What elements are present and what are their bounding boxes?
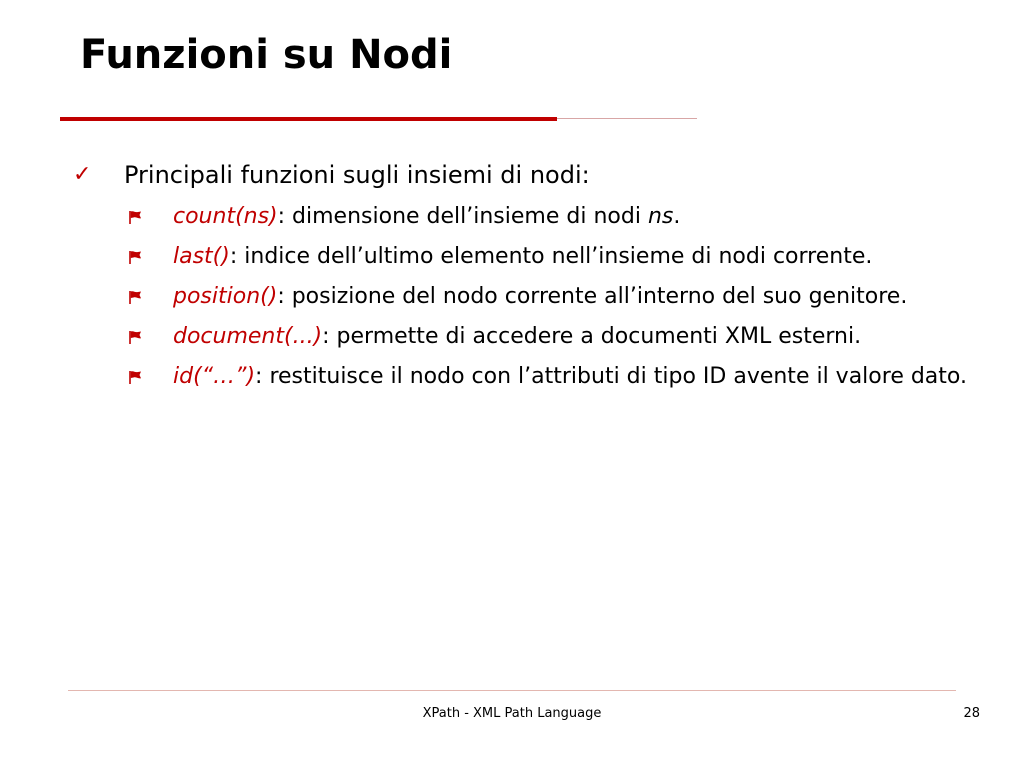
function-description: : posizione del nodo corrente all’interno del suo genitore.	[277, 284, 908, 309]
function-name: last()	[173, 244, 230, 269]
flag-icon	[127, 199, 143, 234]
function-name: document(...)	[173, 324, 323, 349]
function-name: count(ns)	[173, 204, 278, 229]
function-name: position()	[173, 284, 278, 309]
slide-title: Funzioni su Nodi	[80, 32, 453, 78]
function-description: : permette di accedere a documenti XML esterni.	[322, 324, 862, 349]
intro-text: Principali funzioni sugli insiemi di nodi:	[124, 161, 590, 189]
function-description: : restituisce il nodo con l’attributi di tipo ID avente il valore dato.	[255, 364, 967, 389]
footer-divider	[68, 690, 956, 691]
list-item-position	[73, 279, 973, 314]
list-item-document	[73, 319, 973, 354]
function-argument: ns	[647, 204, 674, 229]
flag-icon	[127, 239, 143, 274]
intro-bullet	[73, 158, 973, 194]
checkmark-icon: ✓	[73, 162, 92, 187]
title-underline-thin	[557, 118, 697, 119]
flag-icon	[127, 359, 143, 394]
list-item-last	[73, 239, 973, 274]
list-item-count	[73, 199, 973, 234]
list-item-id	[73, 359, 973, 394]
slide-body	[73, 158, 973, 394]
flag-icon	[127, 319, 143, 354]
function-description: : indice dell’ultimo elemento nell’insieme di nodi corrente.	[229, 244, 873, 269]
page-number: 28	[963, 706, 980, 721]
title-underline-thick	[60, 117, 557, 121]
function-description-end: .	[673, 204, 681, 229]
flag-icon	[127, 279, 143, 314]
function-name: id(“…”)	[173, 364, 256, 389]
function-description: : dimensione dell’insieme di nodi	[277, 204, 648, 229]
footer-caption: XPath - XML Path Language	[422, 706, 602, 721]
